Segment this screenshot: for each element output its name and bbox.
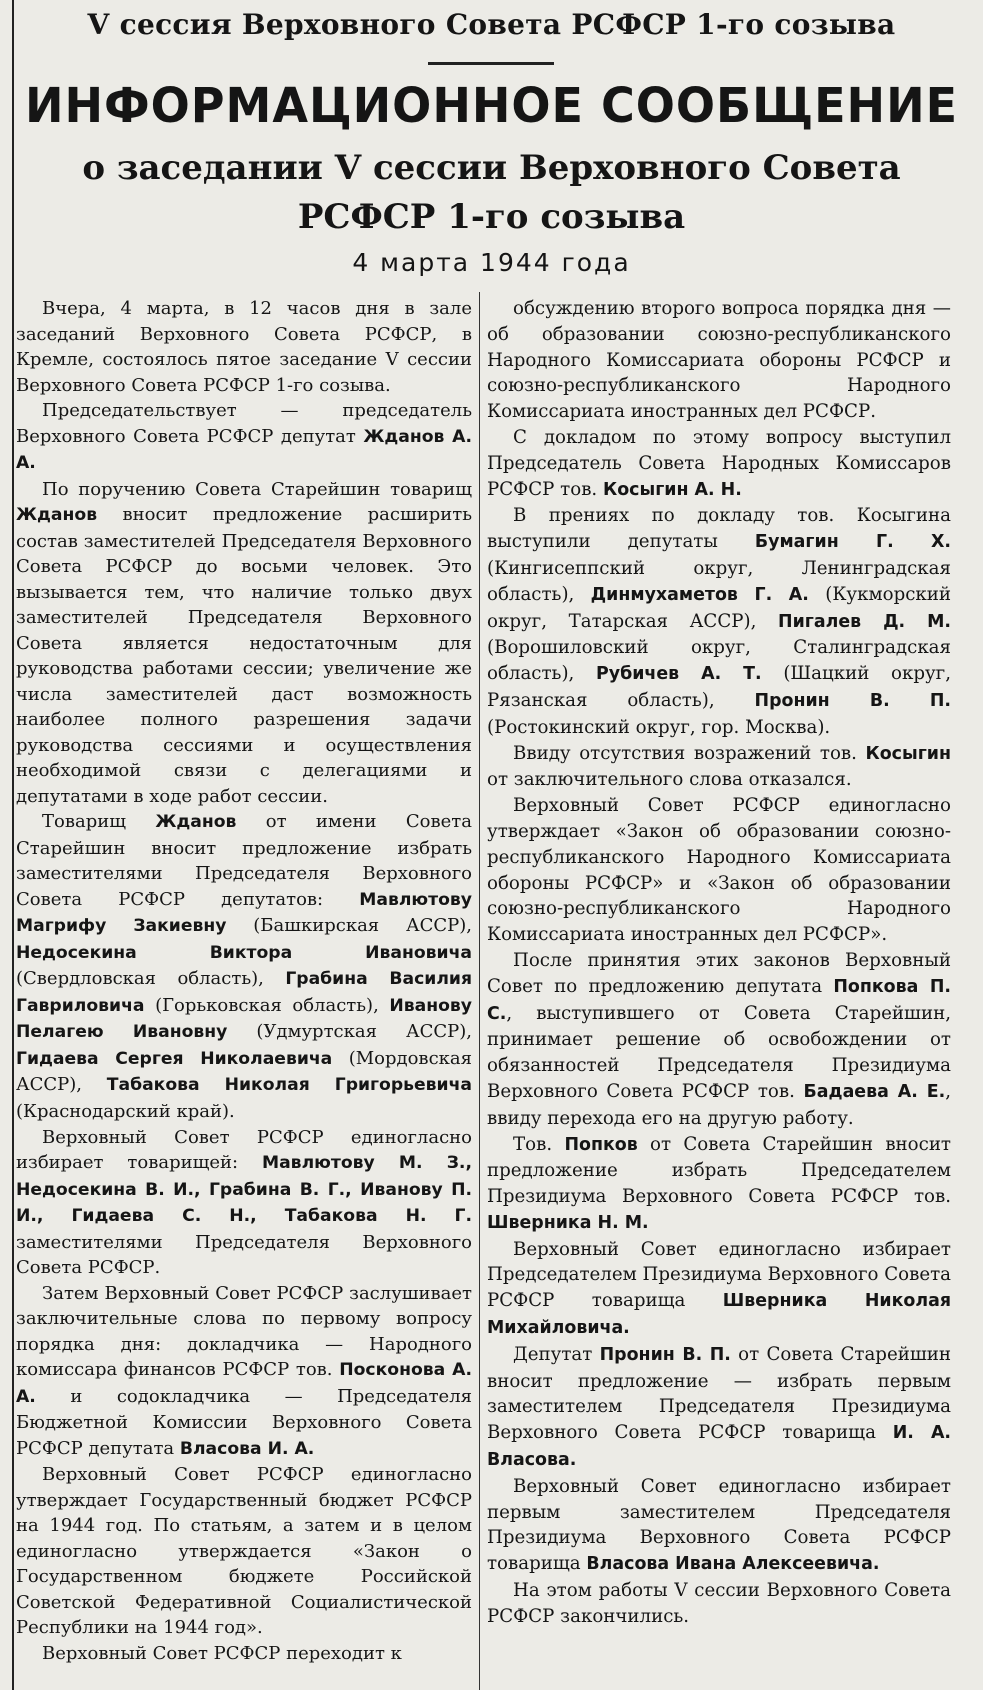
bold-name: Жданов: [155, 812, 237, 833]
text-run: Верховный Совет РСФСР единогласно избирает товарищей:: [16, 1126, 472, 1174]
text-run: С докладом по этому вопросу выступил Председатель Совета Народных Комиссаров РСФСР тов.: [487, 426, 951, 500]
text-run: Верховный Совет единогласно избирает Председателем Президиума Верховного Совета РСФСР товарища: [487, 1238, 951, 1312]
text-run: Верховный Совет РСФСР единогласно утверждает «Закон об образовании союзно-республиканского Народного Комиссариата обороны РСФСР» и «Закон об образовании союзно-республиканского Народного Комиссариата иностранных дел РСФСР».: [487, 795, 951, 946]
paragraph: [487, 296, 951, 425]
bold-name: Грабина Василия Гавриловича: [16, 969, 472, 1016]
bold-name: Попков: [564, 1134, 638, 1155]
text-run: (Ворошиловский округ, Сталинградская область),: [487, 637, 951, 685]
left-column: [16, 296, 472, 1666]
text-run: вносит предложение расширить состав заместителей Председателя Верховного Совета РСФСР до восьми человек. Это вызывается тем, что наличие только двух заместителей Председателя Верховного Совета является недостаточным для руководства работами сессии; увеличение же числа заместителей даст возможность наиболее полного разрешения задачи руководства сессиями и осуществления необходимой связи с делегациями и депутатами в ходе работ сессии.: [16, 504, 472, 807]
bold-name: Власова Ивана Алексеевича.: [586, 1554, 880, 1575]
paragraph: [487, 948, 951, 1132]
paragraph: [16, 1125, 472, 1281]
text-run: Затем Верховный Совет РСФСР заслушивает заключительные слова по первому вопросу порядка дня: докладчика — Народного комиссара финансов РСФСР тов.: [16, 1282, 472, 1381]
text-run: , ввиду перехода его на другую работу.: [487, 1080, 952, 1129]
text-run: (Башкирская АССР),: [226, 915, 472, 937]
paragraph: [16, 477, 472, 810]
paragraph: [487, 1578, 951, 1630]
text-run: (Удмуртская АССР),: [227, 1021, 472, 1043]
article-date: 4 марта 1944 года: [352, 248, 631, 277]
session-heading: V сессия Верховного Совета РСФСР 1-го созыва: [87, 8, 896, 41]
paragraph: [16, 296, 472, 398]
text-run: (Шацкий округ, Рязанская область),: [487, 663, 951, 711]
text-run: После принятия этих законов Верховный Совет по предложению депутата: [487, 949, 951, 997]
bold-name: Власова И. А.: [179, 1438, 315, 1459]
text-run: В прениях по докладу тов. Косыгина выступили депутаты: [487, 505, 951, 553]
text-run: (Кукморский округ, Татарская АССР),: [487, 583, 952, 632]
text-run: Ввиду отсутствия возражений тов.: [513, 742, 866, 764]
text-run: Верховный Совет РСФСР единогласно утверждает Государственный бюджет РСФСР на 1944 год. По статьям, а затем и в целом единогласно утверждается «Закон о Государственном бюджете Российской Советской Федеративной Социалистической Республики на 1944 год».: [16, 1464, 472, 1639]
bold-name: Мавлютову М. З., Недосекина В. И., Грабина В. Г., Иванову П. И., Гидаева С. Н., Табакова Н. Г.: [16, 1153, 472, 1227]
text-run: (Кингисеппский округ, Ленинградская область),: [487, 557, 951, 605]
text-run: Верховный Совет РСФСР переходит к: [42, 1642, 402, 1664]
paragraph: [487, 503, 951, 740]
article-subtitle-line-1: о заседании V сессии Верховного Совета: [82, 148, 901, 188]
bold-name: Табакова Николая Григорьевича: [106, 1075, 472, 1096]
bold-name: И. А. Власова.: [487, 1423, 952, 1471]
paragraph: [16, 1281, 472, 1463]
bold-name: Косыгин А. Н.: [603, 479, 742, 500]
paragraph: [16, 398, 472, 477]
bold-name: Гидаева Сергея Николаевича: [16, 1048, 333, 1069]
text-run: заместителями Председателя Верховного Совета РСФСР.: [16, 1231, 472, 1279]
right-column: [487, 296, 951, 1630]
text-run: (Краснодарский край).: [16, 1100, 235, 1122]
text-run: от заключительного слова отказался.: [487, 769, 852, 791]
paragraph: [16, 809, 472, 1124]
bold-name: Иванову Пелагею Ивановну: [16, 995, 472, 1043]
bold-name: Недосекина Виктора Ивановича: [16, 942, 472, 963]
paragraph: [487, 425, 951, 503]
text-run: По поручению Совета Старейшин товарищ: [42, 478, 472, 500]
text-run: Председательствует — председатель Верховного Совета РСФСР депутат: [16, 400, 472, 447]
text-run: (Горьковская область),: [144, 994, 390, 1016]
bold-name: Пигалев Д. М.: [778, 611, 951, 632]
paragraph: [487, 1132, 951, 1237]
bold-name: Мавлютову Магрифу Закиевну: [16, 889, 472, 937]
text-run: На этом работы V сессии Верховного Совета РСФСР закончились.: [487, 1580, 951, 1627]
paragraph: [16, 1462, 472, 1641]
bold-name: Шверника Николая Михайловича.: [487, 1291, 952, 1339]
bold-name: Жданов А. А.: [16, 426, 472, 474]
bold-name: Динмухаметов Г. А.: [590, 584, 809, 605]
bold-name: Бумагин Г. Х.: [754, 532, 952, 553]
bold-name: Шверника Н. М.: [487, 1212, 649, 1233]
text-run: (Ростокинский округ, гор. Москва).: [487, 716, 831, 738]
paragraph: [16, 1641, 472, 1667]
text-run: от Совета Старейшин вносит предложение — избрать первым заместителем Председателя Президиума Верховного Совета РСФСР товарища: [487, 1343, 951, 1444]
paragraph: [487, 1342, 951, 1474]
text-run: Депутат: [513, 1343, 600, 1365]
paragraph: [487, 741, 951, 794]
article-title: ИНФОРМАЦИОННОЕ СООБЩЕНИЕ: [24, 78, 959, 134]
paragraph: [487, 1237, 951, 1342]
text-run: (Свердловская область),: [16, 968, 286, 990]
bold-name: Пронин В. П.: [599, 1344, 731, 1365]
bold-name: Жданов: [16, 505, 98, 526]
column-divider: [479, 292, 480, 1690]
paragraph: [487, 793, 951, 948]
bold-name: Бадаева А. Е.: [803, 1081, 946, 1102]
text-run: обсуждению второго вопроса порядка дня — об образовании союзно-республиканского Народного Комиссариата обороны РСФСР и союзно-республиканского Народного Комиссариата иностранных дел РСФСР.: [487, 298, 951, 423]
bold-name: Рубичев А. Т.: [596, 664, 762, 685]
paragraph: [487, 1474, 951, 1578]
text-run: Товарищ: [42, 811, 156, 833]
text-run: и содокладчика — Председателя Бюджетной Комиссии Верховного Совета РСФСР депутата: [16, 1385, 472, 1459]
text-run: Верховный Совет единогласно избирает первым заместителем Председателя Президиума Верховного Совета РСФСР товарища: [487, 1475, 951, 1575]
bold-name: Попкова П. С.: [487, 976, 951, 1024]
text-run: , выступившего от Совета Старейшин, принимает решение об освобождении от обязанностей Председателя Президиума Верховного Совета РСФСР тов.: [487, 1002, 951, 1102]
text-run: от имени Совета Старейшин вносит предложение избрать заместителями Председателя Верховного Совета РСФСР депутатов:: [16, 811, 472, 910]
text-run: (Мордовская АССР),: [16, 1047, 472, 1096]
bold-name: Посконова А. А.: [16, 1360, 473, 1407]
heading-divider: [428, 62, 554, 65]
bold-name: Пронин В. П.: [754, 690, 951, 711]
article-subtitle-line-2: РСФСР 1-го созыва: [297, 197, 686, 237]
text-run: Вчера, 4 марта, в 12 часов дня в зале заседаний Верховного Совета РСФСР, в Кремле, состоялось пятое заседание V сессии Верховного Совета РСФСР 1-го созыва.: [16, 298, 472, 396]
bold-name: Косыгин: [865, 743, 951, 764]
text-run: Тов.: [513, 1133, 565, 1155]
text-run: от Совета Старейшин вносит предложение избрать Председателем Президиума Верховного Совета РСФСР тов.: [487, 1133, 951, 1208]
